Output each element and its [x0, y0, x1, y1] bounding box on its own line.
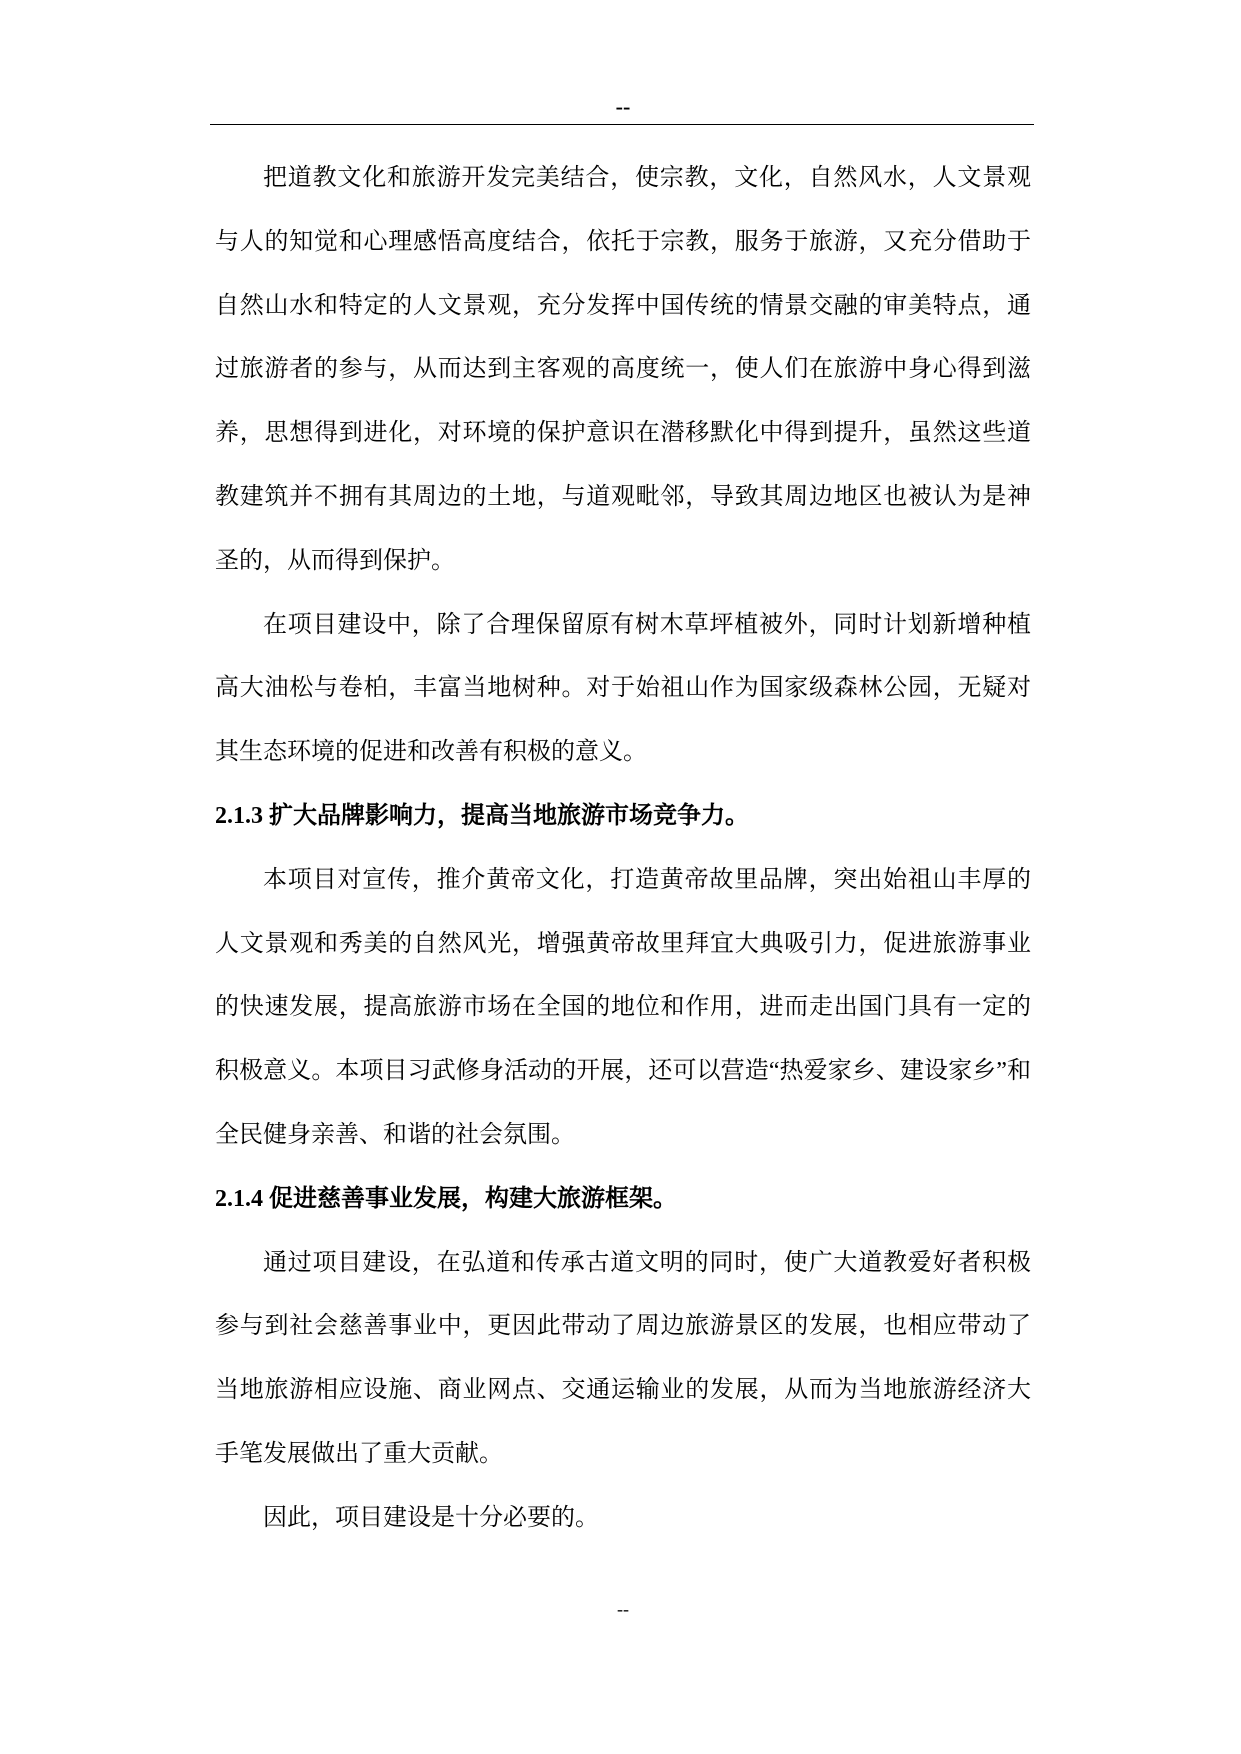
section-heading: 2.1.4 促进慈善事业发展，构建大旅游框架。 [215, 1185, 677, 1212]
text-line: 积极意义。本项目习武修身活动的开展，还可以营造“热爱家乡、建设家乡”和 [215, 1058, 1031, 1085]
paragraph [215, 1487, 1031, 1551]
text-line: 全民健身亲善、和谐的社会氛围。 [215, 1121, 575, 1148]
text-line: 把道教文化和旅游开发完美结合，使宗教，文化，自然风水，人文景观 [263, 165, 1031, 191]
text-line: 教建筑并不拥有其周边的土地，与道观毗邻，导致其周边地区也被认为是神 [215, 483, 1031, 510]
text-line: 的快速发展，提高旅游市场在全国的地位和作用，进而走出国门具有一定的 [215, 994, 1031, 1021]
text-line: 养，思想得到进化，对环境的保护意识在潜移默化中得到提升，虽然这些道 [215, 420, 1031, 447]
text-line: 当地旅游相应设施、商业网点、交通运输业的发展，从而为当地旅游经济大 [215, 1377, 1031, 1404]
header-rule [210, 124, 1034, 125]
text-line: 与人的知觉和心理感悟高度结合，依托于宗教，服务于旅游，又充分借助于 [215, 228, 1031, 255]
document-body [215, 147, 1031, 1551]
text-line: 参与到社会慈善事业中，更因此带动了周边旅游景区的发展，也相应带动了 [215, 1313, 1031, 1340]
text-line: 本项目对宣传，推介黄帝文化，打造黄帝故里品牌，突出始祖山丰厚的 [263, 866, 1031, 893]
text-line: 人文景观和秀美的自然风光，增强黄帝故里拜宜大典吸引力，促进旅游事业 [215, 930, 1031, 957]
text-line: 手笔发展做出了重大贡献。 [215, 1440, 503, 1467]
section-heading: 2.1.3 扩大品牌影响力，提高当地旅游市场竞争力。 [215, 802, 749, 829]
page-footer: -- [617, 1599, 629, 1619]
paragraph [215, 1232, 1031, 1487]
page-header: -- [615, 94, 631, 119]
text-line: 因此，项目建设是十分必要的。 [263, 1504, 599, 1531]
paragraph [215, 849, 1031, 1168]
text-line: 过旅游者的参与，从而达到主客观的高度统一，使人们在旅游中身心得到滋 [215, 356, 1031, 383]
text-line: 在项目建设中，除了合理保留原有树木草坪植被外，同时计划新增种植 [263, 611, 1031, 638]
text-line: 自然山水和特定的人文景观，充分发挥中国传统的情景交融的审美特点，通 [215, 292, 1031, 319]
text-line: 其生态环境的促进和改善有积极的意义。 [215, 739, 647, 766]
paragraph [215, 594, 1031, 785]
text-line: 通过项目建设，在弘道和传承古道文明的同时，使广大道教爱好者积极 [263, 1249, 1031, 1276]
paragraph [215, 147, 1031, 594]
text-line: 高大油松与卷柏，丰富当地树种。对于始祖山作为国家级森林公园，无疑对 [215, 675, 1031, 702]
text-line: 圣的，从而得到保护。 [215, 547, 455, 574]
